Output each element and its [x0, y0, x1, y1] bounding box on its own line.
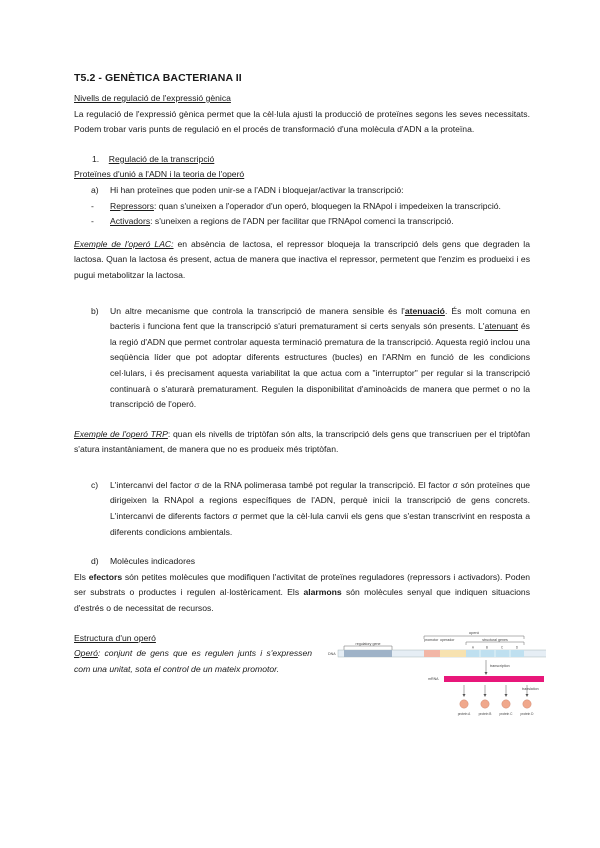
activators-term: Activadors: [110, 216, 151, 227]
protein-d-label: protein D: [520, 711, 534, 716]
translation-arrows: [464, 685, 527, 695]
operon-def-text: : conjunt de gens que es regulen junts i s'expressen com una unitat, sota el control de un mateix promotor.: [74, 648, 312, 674]
protein-a: [460, 699, 468, 707]
trp-example-paragraph: [74, 427, 530, 458]
operon-text-column: [74, 631, 312, 678]
gene-a-label: A: [471, 645, 475, 650]
item-b-text-2: . És molt comuna en bacteris i funciona fent que la transcripció s'aturi prematurament si certs senyals són presents. L': [110, 305, 531, 332]
page-title: T5.2 - GENÈTICA BACTERIANA II: [74, 72, 242, 84]
item-b-text-3: és la regió d'ADN que permet controlar aquesta terminació prematura de la transcripció. Aquesta regió inclou una seqüència líder que pot adoptar diferents estructures (bucles) en l'ARNm en funció de les condicions cel·lulars, i és precisament aquesta variabilitat la que actua com a "interruptor" per regular si la transcripció continuarà o s'aturarà prematurament. Regulen la disponibilitat d'aminoàcids de manera que permet o no la transcripció de l'operó.: [110, 321, 530, 410]
operon-section: [74, 629, 539, 761]
repressors-term: Repressors: [110, 200, 154, 211]
item-c-text: L'intercanvi del factor σ de la RNA polimerasa també pot regular la transcripció. El factor σ són proteïnes que dirigeixen la RNApol a regions específiques de l'ADN, perquè inicii la transcripció de gens concrets. L'intercanvi de diferents factors σ permet que la cèl·lula canvii els gens que s'estan transcrivint en resposta a diferents condicions ambientals.: [110, 479, 530, 537]
gene-d-label: D: [515, 645, 519, 650]
operator-label: operador: [440, 637, 455, 642]
promoter-label: promotor: [424, 637, 439, 642]
lac-example-text: en absència de lactosa, el repressor bloqueja la transcripció dels gens que degraden la lactosa. Quan la lactosa és present, actua de manera que inactiva el repressor, permetent que l'enzim es produeixi i es pugui metabolitzar la lactosa.: [74, 238, 530, 280]
promoter-region: [424, 650, 440, 657]
attenuation-term: atenuació: [404, 305, 445, 316]
protein-b: [481, 699, 489, 707]
intro-paragraph: La regulació de l'expressió gènica permet que la cèl·lula ajusti la producció de proteïnes segons les seves necessitats. Podem trobar varis punts de regulació en el procés de transformació d'una molècula d'ADN a la proteïna.: [74, 108, 530, 135]
subheading-dna-binding-proteins: Proteïnes d'unió a l'ADN i la teoria de l'operó: [74, 169, 245, 180]
repressors-bullet: [74, 199, 530, 215]
operon-bracket: [424, 636, 524, 639]
dna-label: DNA: [328, 651, 336, 656]
indicator-text-3: són molècules senyal que indiquen situacions d'estrés o de necessitat de recursos.: [74, 587, 531, 614]
list-number: 1.: [92, 153, 100, 164]
gene-c-label: C: [500, 645, 504, 650]
operon-diagram: [326, 629, 546, 759]
gene-b-label: B: [485, 645, 489, 650]
item-d: [74, 554, 530, 570]
item-b-label: b): [91, 305, 99, 316]
activators-text: : s'uneixen a regions de l'ADN per facilitar que l'RNApol comenci la transcripció.: [150, 216, 454, 227]
operon-definition: [74, 646, 312, 677]
item-c-label: c): [91, 479, 99, 490]
item-a-label: a): [91, 184, 99, 195]
trp-example-label: Exemple de l'operó TRP: [74, 428, 168, 439]
operon-label: operó: [468, 629, 480, 635]
regulatory-gene: [344, 650, 392, 657]
indicator-molecules-paragraph: [74, 570, 530, 617]
operator-region: [440, 650, 466, 657]
protein-b-label: protein B: [478, 711, 492, 716]
protein-a-label: protein A: [457, 711, 471, 716]
item-a: [74, 183, 530, 199]
dash-bullet: -: [91, 200, 94, 211]
protein-c-label: protein C: [499, 711, 513, 716]
operon-def-label: Operó: [74, 648, 98, 659]
item-c: [74, 478, 530, 540]
operon-heading: Estructura d'un operó: [74, 632, 156, 643]
lac-example-label: Exemple de l'operó LAC:: [74, 238, 174, 249]
effectors-term: efectors: [88, 571, 123, 582]
mrna-strand: [444, 676, 544, 682]
protein-d: [523, 699, 531, 707]
list-title: Regulació de la transcripció: [108, 153, 215, 164]
transcription-label: transcription: [490, 663, 510, 668]
attenuator-term: atenuant: [484, 321, 519, 332]
dash-bullet: -: [91, 216, 94, 227]
indicator-text-2: són petites molècules que modifiquen l'activitat de proteïnes reguladores (repressors i activadors). Poden ser substrats o productes i regulen al·lostèricament. Els: [74, 571, 531, 598]
alarmones-term: alarmons: [303, 587, 342, 598]
section-heading-levels: Nivells de regulació de l'expressió gènica: [74, 93, 231, 103]
structural-label: structural genes: [482, 637, 508, 642]
item-b-text-1: Un altre mecanisme que controla la transcripció de manera sensible és l': [110, 305, 405, 316]
trp-example-text: : quan els nivells de triptòfan són alts, la transcripció dels gens que transcriuen per el triptòfan s'atura instantàniament, de manera que no es produeix més triptòfan.: [74, 428, 531, 455]
item-a-text: Hi han proteïnes que poden unir-se a l'ADN i bloquejar/activar la transcripció:: [110, 184, 404, 195]
indicator-text-1: Els: [74, 571, 89, 582]
item-d-label: d): [91, 556, 99, 567]
lac-example-paragraph: [74, 237, 530, 284]
list-item-transcription-regulation: [74, 152, 530, 168]
protein-c: [502, 699, 510, 707]
regulatory-label: regulatory gene: [355, 641, 381, 646]
repressors-text: : quan s'uneixen a l'operador d'un operó, bloquegen la RNApol i impedeixen la transcripció.: [153, 200, 501, 211]
document-page: [74, 72, 539, 761]
activators-bullet: [74, 214, 530, 230]
item-b: [74, 304, 530, 413]
item-d-title: Molècules indicadores: [110, 556, 196, 567]
translation-label: translation: [522, 686, 539, 691]
mrna-label: mRNA: [428, 676, 439, 681]
